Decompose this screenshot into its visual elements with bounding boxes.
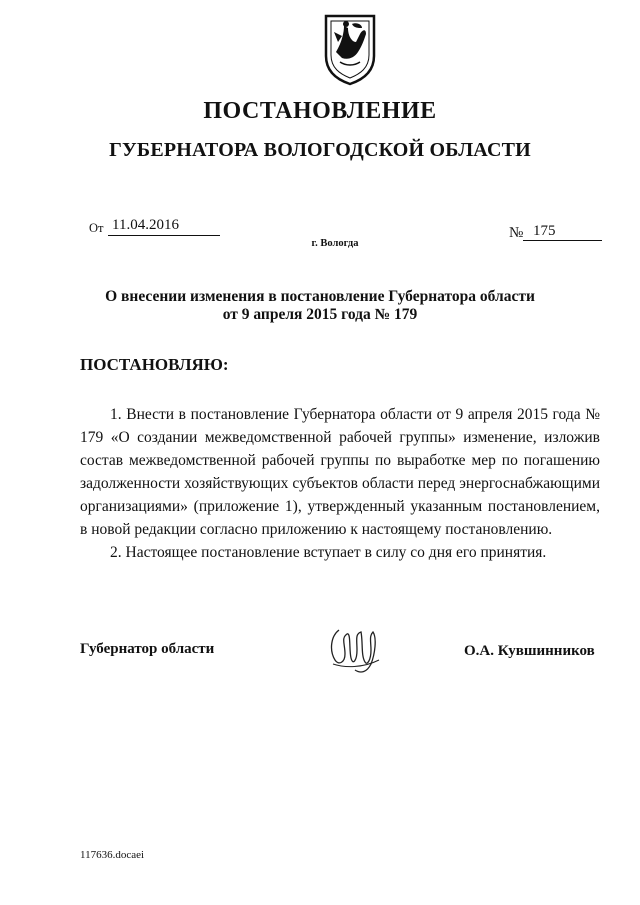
document-body [80, 403, 600, 564]
decree-heading: ПОСТАНОВЛЯЮ: [80, 355, 229, 374]
city-label: г. Вологда [311, 238, 359, 249]
date-prefix: От [89, 221, 104, 235]
signatory-name: О.А. Кувшинников [464, 643, 595, 659]
handwritten-signature-icon [325, 620, 385, 676]
document-subtitle: ГУБЕРНАТОРА ВОЛОГОДСКОЙ ОБЛАСТИ [109, 139, 531, 161]
signatory-title: Губернатор области [80, 641, 215, 657]
document-date: 11.04.2016 [112, 217, 179, 233]
coat-of-arms-icon [322, 12, 378, 86]
date-underline [108, 235, 220, 236]
document-file-reference: 117636.docaei [80, 849, 145, 861]
body-paragraph-1: 1. Внести в постановление Губернатора области от 9 апреля 2015 года № 179 «О создании межведомственной рабочей группы» изменение, изложив состав межведомственной рабочей группы по выработке мер по погашению задолженности хозяйствующих субъектов области перед энергоснабжающими организациями» (приложение 1), утвержденный указанным постановлением, в новой редакции согласно приложению к настоящему постановлению. [80, 406, 600, 538]
document-title: ПОСТАНОВЛЕНИЕ [203, 98, 437, 124]
document-number: 175 [533, 223, 556, 239]
number-prefix: № [509, 225, 524, 241]
subject-line-2: от 9 апреля 2015 года № 179 [222, 306, 418, 323]
body-paragraph-2: 2. Настоящее постановление вступает в силу со дня его принятия. [110, 544, 547, 561]
subject-line-1: О внесении изменения в постановление Губернатора области [105, 288, 535, 305]
